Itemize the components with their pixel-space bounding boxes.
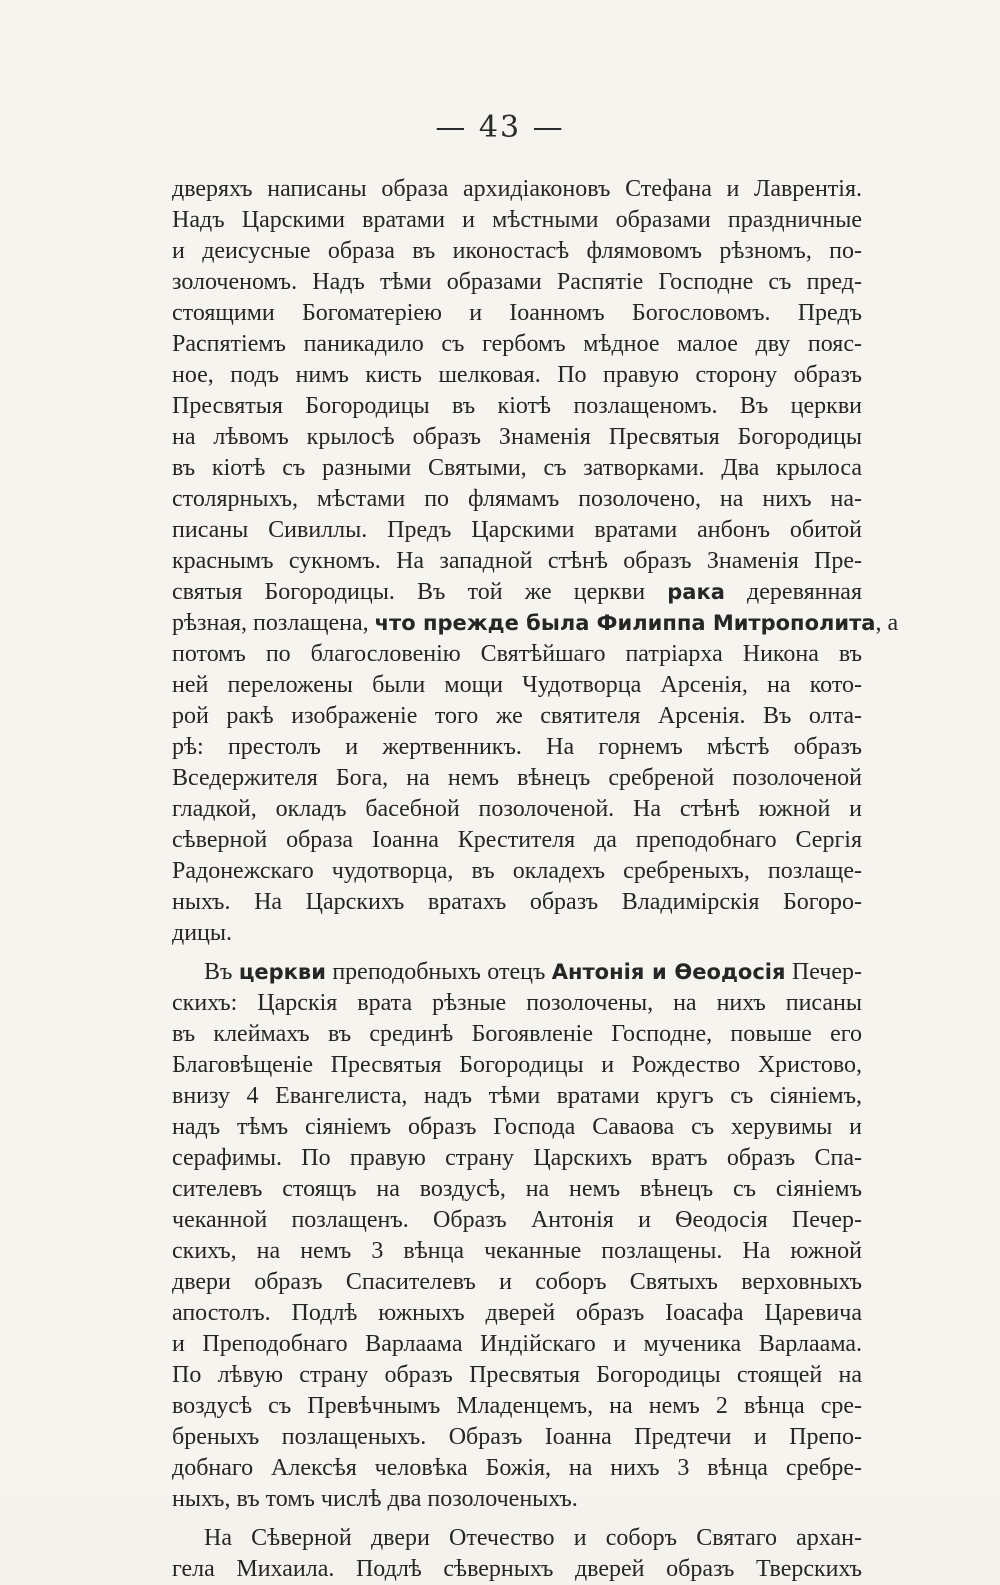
text-line bbox=[172, 329, 862, 360]
text-line bbox=[172, 298, 862, 329]
text-line bbox=[172, 1391, 862, 1422]
text-segment: бреныхъ позлащеныхъ. Образъ Іоанна Предтечи и Препо- bbox=[172, 1424, 862, 1450]
text-line bbox=[172, 546, 862, 577]
text-line bbox=[172, 988, 862, 1019]
text-line bbox=[172, 1081, 862, 1112]
text-segment: , а bbox=[875, 610, 899, 636]
text-line bbox=[172, 1298, 862, 1329]
text-segment: Благовѣщеніе Пресвятыя Богородицы и Рождество Христово, bbox=[172, 1052, 862, 1078]
text-segment: Распятіемъ паникадило съ гербомъ мѣдное малое дву пояс- bbox=[172, 331, 862, 357]
text-segment: стоящими Богоматеріею и Іоанномъ Богословомъ. Предъ bbox=[172, 300, 862, 326]
text-segment: серафимы. По правую страну Царскихъ вратъ образъ Спа- bbox=[172, 1145, 862, 1171]
bold-text-segment: Антонія и Ѳеодосія bbox=[551, 960, 786, 984]
text-segment: воздусѣ съ Превѣчнымъ Младенцемъ, на немъ 2 вѣнца сре- bbox=[172, 1393, 862, 1419]
bold-text-segment: церкви bbox=[238, 960, 326, 984]
text-segment: надъ тѣмъ сіяніемъ образъ Господа Саваова съ херувимы и bbox=[172, 1114, 862, 1140]
paragraph-gap bbox=[172, 949, 862, 957]
text-segment: ней переложены были мощи Чудотворца Арсенія, на кото- bbox=[172, 672, 862, 698]
text-segment: сителевъ стоящъ на воздусѣ, на немъ вѣнецъ съ сіяніемъ bbox=[172, 1176, 862, 1202]
text-line bbox=[172, 794, 862, 825]
text-line bbox=[172, 360, 862, 391]
text-line bbox=[172, 1554, 862, 1585]
text-segment: внизу 4 Евангелиста, надъ тѣми вратами кругъ съ сіяніемъ, bbox=[172, 1083, 862, 1109]
text-line bbox=[172, 1360, 862, 1391]
text-line bbox=[172, 825, 862, 856]
text-line bbox=[172, 1484, 862, 1515]
text-line bbox=[172, 670, 862, 701]
text-line bbox=[172, 1267, 862, 1298]
text-line bbox=[172, 422, 862, 453]
text-line bbox=[172, 515, 862, 546]
text-segment: Надъ Царскими вратами и мѣстными образами праздничные bbox=[172, 207, 862, 233]
text-line bbox=[172, 1453, 862, 1484]
text-segment: на лѣвомъ крылосѣ образъ Знаменія Пресвятыя Богородицы bbox=[172, 424, 862, 450]
body-text bbox=[172, 174, 899, 1585]
text-segment: въ клеймахъ въ срединѣ Богоявленіе Господне, повыше его bbox=[172, 1021, 862, 1047]
text-segment: потомъ по благословенію Святѣйшаго патріарха Никона въ bbox=[172, 641, 862, 667]
text-segment: добнаго Алексѣя человѣка Божія, на нихъ 3 вѣнца сребре- bbox=[172, 1455, 862, 1481]
text-segment: писаны Сивиллы. Предъ Царскими вратами анбонъ обитой bbox=[172, 517, 862, 543]
text-segment: рѣ: престолъ и жертвенникъ. На горнемъ мѣстѣ образъ bbox=[172, 734, 862, 760]
text-line bbox=[172, 763, 862, 794]
text-segment: краснымъ сукномъ. На западной стѣнѣ образъ Знаменія Пре- bbox=[172, 548, 862, 574]
text-line bbox=[172, 1112, 862, 1143]
text-segment: ныхъ, въ томъ числѣ два позолоченыхъ. bbox=[172, 1486, 578, 1512]
text-segment: гладкой, окладъ басебной позолоченой. На стѣнѣ южной и bbox=[172, 796, 862, 822]
text-line bbox=[172, 887, 862, 918]
text-line bbox=[172, 918, 862, 949]
text-segment: Печер- bbox=[785, 959, 862, 985]
bold-text-segment: рака bbox=[667, 580, 725, 604]
text-line bbox=[172, 856, 862, 887]
text-line bbox=[172, 701, 862, 732]
text-line bbox=[172, 1050, 862, 1081]
text-segment: Радонежскаго чудотворца, въ окладехъ сребреныхъ, позлаще- bbox=[172, 858, 862, 884]
text-line bbox=[172, 267, 862, 298]
paragraph-gap bbox=[172, 1515, 862, 1523]
text-segment: рой ракѣ изображеніе того же святителя Арсенія. Въ олта- bbox=[172, 703, 862, 729]
text-line bbox=[172, 236, 862, 267]
text-segment: рѣзная, позлащена, bbox=[172, 610, 375, 636]
text-segment: Въ bbox=[204, 959, 239, 985]
text-line bbox=[172, 639, 862, 670]
text-segment: деревянная bbox=[724, 579, 862, 605]
text-segment: гела Михаила. Подлѣ сѣверныхъ дверей образъ Тверскихъ bbox=[172, 1556, 862, 1582]
text-line bbox=[172, 1236, 862, 1267]
text-segment: преподобныхъ отецъ bbox=[325, 959, 552, 985]
text-segment: золоченомъ. Надъ тѣми образами Распятіе Господне съ пред- bbox=[172, 269, 862, 295]
text-segment: скихъ: Царскія врата рѣзные позолочены, на нихъ писаны bbox=[172, 990, 862, 1016]
text-line bbox=[172, 391, 862, 422]
text-segment: На Сѣверной двери Отечество и соборъ Святаго архан- bbox=[204, 1525, 862, 1551]
text-line bbox=[172, 1422, 862, 1453]
text-line bbox=[172, 732, 862, 763]
text-segment: ное, подъ нимъ кисть шелковая. По правую сторону образъ bbox=[172, 362, 862, 388]
text-line bbox=[172, 1329, 862, 1360]
text-line bbox=[172, 577, 862, 608]
text-segment: двери образъ Спасителевъ и соборъ Святыхъ верховныхъ bbox=[172, 1269, 862, 1295]
text-segment: ныхъ. На Царскихъ вратахъ образъ Владимірскія Богоро- bbox=[172, 889, 862, 915]
text-line bbox=[172, 957, 862, 988]
page-number: — 43 — bbox=[435, 110, 565, 145]
text-segment: скихъ, на немъ 3 вѣнца чеканные позлащены. На южной bbox=[172, 1238, 862, 1264]
text-segment: въ кіотѣ съ разными Святыми, съ затворками. Два крылоса bbox=[172, 455, 862, 481]
text-segment: и деисусные образа въ иконостасѣ флямовомъ рѣзномъ, по- bbox=[172, 238, 862, 264]
text-line bbox=[172, 453, 862, 484]
text-line bbox=[172, 1205, 862, 1236]
text-line bbox=[172, 608, 899, 639]
text-segment: святыя Богородицы. Въ той же церкви bbox=[172, 579, 668, 605]
text-segment: дверяхъ написаны образа архидіаконовъ Стефана и Лаврентія. bbox=[172, 176, 862, 202]
text-segment: дицы. bbox=[172, 920, 233, 946]
text-segment: Пресвятыя Богородицы въ кіотѣ позлащеномъ. Въ церкви bbox=[172, 393, 862, 419]
text-segment: чеканной позлащенъ. Образъ Антонія и Ѳеодосія Печер- bbox=[172, 1207, 862, 1233]
text-line bbox=[172, 484, 862, 515]
text-segment: Вседержителя Бога, на немъ вѣнецъ сребреной позолоченой bbox=[172, 765, 862, 791]
text-line bbox=[172, 1019, 862, 1050]
text-line bbox=[172, 205, 862, 236]
text-segment: апостолъ. Подлѣ южныхъ дверей образъ Іоасафа Царевича bbox=[172, 1300, 862, 1326]
text-line bbox=[172, 1174, 862, 1205]
text-segment: По лѣвую страну образъ Пресвятыя Богородицы стоящей на bbox=[172, 1362, 862, 1388]
text-line bbox=[172, 1143, 862, 1174]
bold-text-segment: что прежде была Филиппа Митрополита bbox=[374, 611, 876, 635]
text-segment: сѣверной образа Іоанна Крестителя да преподобнаго Сергія bbox=[172, 827, 862, 853]
text-segment: столярныхъ, мѣстами по флямамъ позолочено, на нихъ на- bbox=[172, 486, 862, 512]
text-line bbox=[172, 174, 862, 205]
text-segment: и Преподобнаго Варлаама Индійскаго и мученика Варлаама. bbox=[172, 1331, 862, 1357]
text-line bbox=[172, 1523, 862, 1554]
